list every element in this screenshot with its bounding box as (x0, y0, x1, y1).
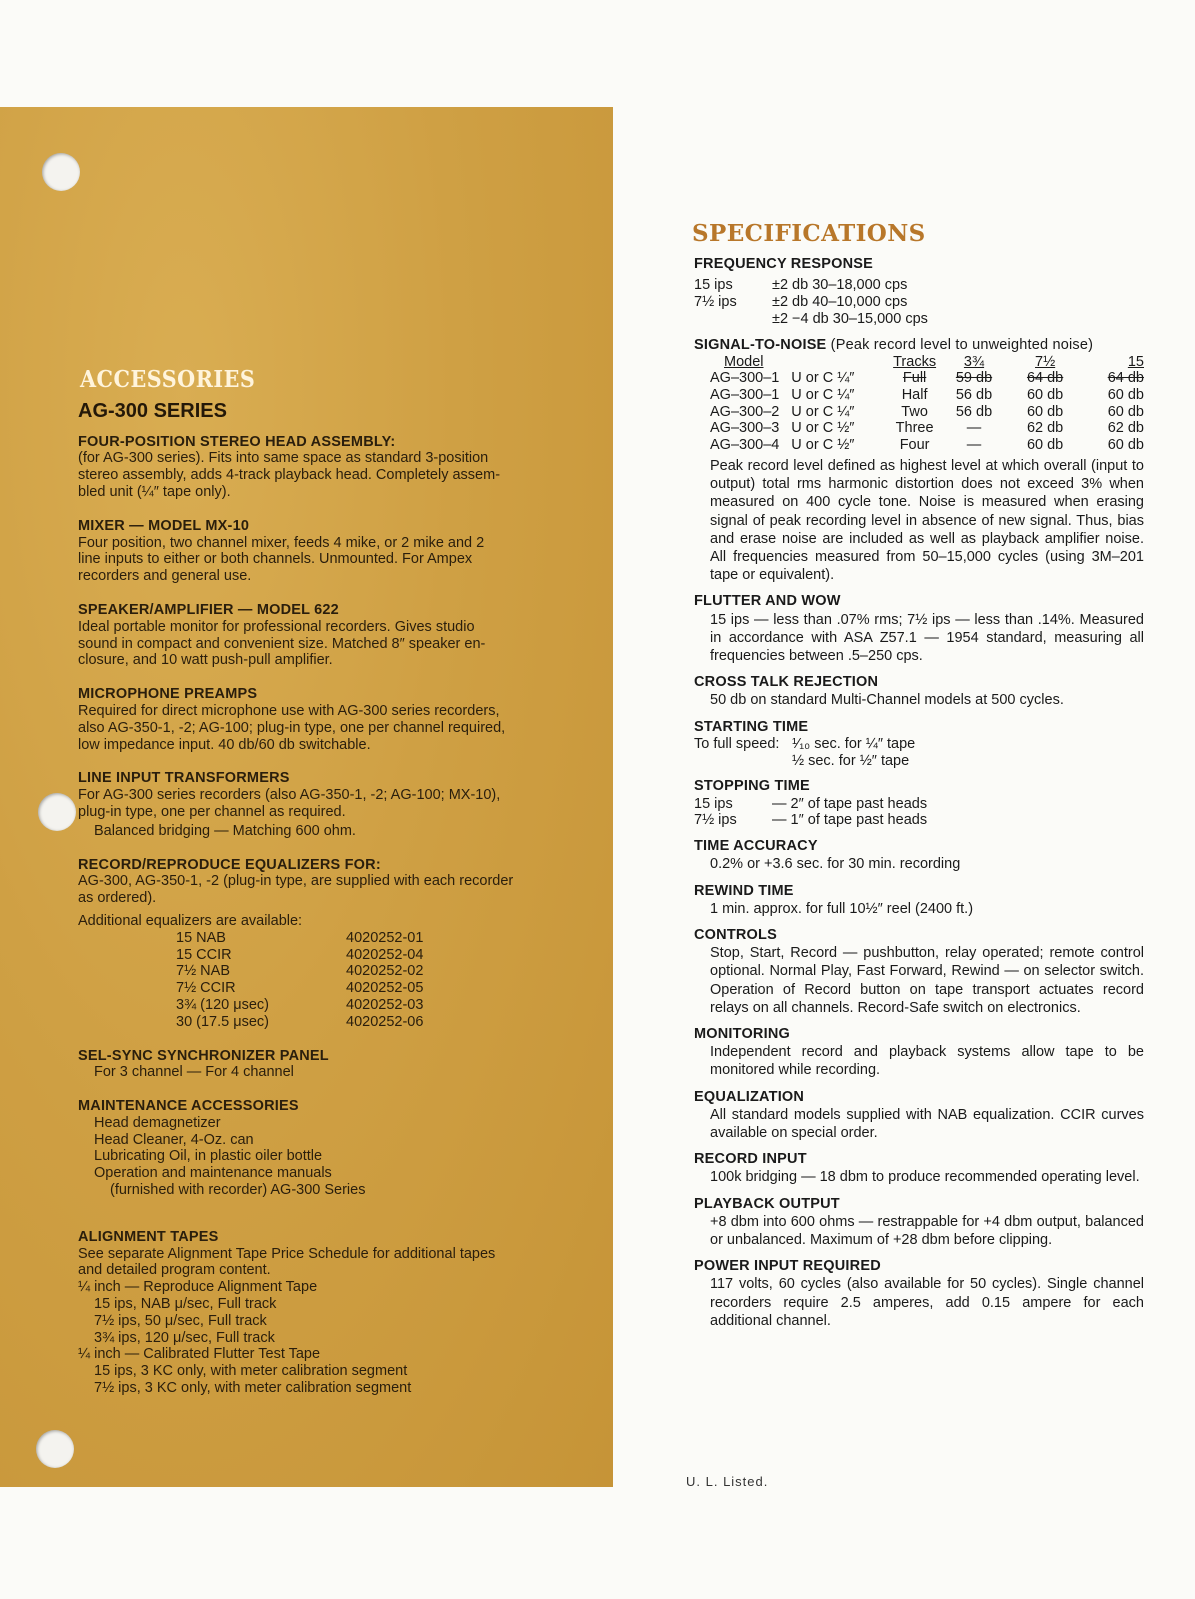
table-row (176, 980, 423, 997)
selsync-block (78, 1048, 528, 1082)
text-line: low impedance input. 40 db/60 db switchable. (78, 736, 371, 753)
binder-hole (42, 153, 80, 191)
tracks-cell: Full (902, 370, 927, 386)
text-line: line inputs to either or both channels. Unmounted. For Ampex (78, 551, 473, 568)
equalizers-heading: RECORD/REPRODUCE EQUALIZERS FOR: (78, 856, 381, 873)
preamps-heading: MICROPHONE PREAMPS (78, 686, 258, 703)
crosstalk-heading: CROSS TALK REJECTION (694, 674, 879, 691)
value-cell: 64 db (1107, 370, 1144, 386)
text-line: Required for direct microphone use with AG-300 series recorders, (78, 702, 500, 719)
value-cell: — 1″ of tape past heads (772, 812, 928, 829)
rewind-heading: REWIND TIME (694, 882, 794, 899)
value-cell: ½ sec. for ½″ tape (792, 752, 910, 769)
speaker-heading: SPEAKER/AMPLIFIER — MODEL 622 (78, 601, 339, 618)
value-cell: ¹⁄₁₀ sec. for ¼″ tape (792, 735, 916, 752)
sn-note: (Peak record level to unweighted noise) (830, 336, 1094, 353)
model-cell: AG–300–1 (710, 386, 780, 403)
speed-cell: 7½ ips (694, 294, 737, 311)
maintenance-heading: MAINTENANCE ACCESSORIES (78, 1098, 299, 1115)
text-line: and detailed program content. (78, 1262, 271, 1279)
text-line: (for AG-300 series). Fits into same space as standard 3-position (78, 450, 489, 467)
stopping-table (694, 796, 927, 830)
sn-heading (694, 336, 1144, 354)
playback-output-text: +8 dbm into 600 ohms — restrappable for +4 dbm output, balanced or unbalanced. Maximum of +28 dbm before clipping. (710, 1213, 1144, 1249)
eq-part: 4020252-06 (346, 1013, 424, 1030)
text-line: For AG-300 series recorders (also AG-350-1, -2; AG-100; MX-10), (78, 787, 501, 804)
eq-part: 4020252-04 (346, 946, 424, 963)
starting-table (694, 736, 915, 770)
list-item: 15 ips, 3 KC only, with meter calibration segment (94, 1363, 408, 1380)
accessories-title: ACCESSORIES (80, 366, 256, 393)
value-cell: 56 db (955, 403, 993, 420)
tracks-cell: Two (901, 403, 928, 420)
transformers-block (78, 770, 528, 839)
text-line: Additional equalizers are available: (78, 912, 303, 929)
list-item: 15 ips, NAB μ/sec, Full track (94, 1296, 277, 1313)
power-heading: POWER INPUT REQUIRED (694, 1258, 881, 1275)
transformers-heading: LINE INPUT TRANSFORMERS (78, 770, 290, 787)
freq-table (694, 277, 928, 327)
table-row (710, 404, 1144, 421)
equalization-heading: EQUALIZATION (694, 1088, 805, 1105)
table-row (694, 277, 928, 294)
playback-output-heading: PLAYBACK OUTPUT (694, 1195, 840, 1212)
series-heading: AG-300 SERIES (78, 399, 227, 422)
eq-part: 4020252-03 (346, 996, 424, 1013)
accuracy-heading: TIME ACCURACY (694, 838, 818, 855)
table-row (694, 753, 915, 770)
equalizers-block (78, 857, 528, 1031)
text-line: as ordered). (78, 890, 157, 907)
model-cell: AG–300–2 (710, 403, 780, 420)
alignment-block (78, 1229, 528, 1397)
col-header: 15 (1127, 354, 1144, 370)
accessories-section (78, 366, 528, 1414)
text-line: plug-in type, one per channel as required. (78, 803, 346, 820)
text-line: For 3 channel — For 4 channel (94, 1064, 294, 1081)
table-row (710, 420, 1144, 437)
flutter-heading: FLUTTER AND WOW (694, 593, 841, 610)
tape-cell: U or C ¼″ (791, 403, 855, 420)
monitoring-text: Independent record and playback systems allow tape to be monitored while recording. (710, 1044, 1144, 1079)
eq-part: 4020252-02 (346, 963, 424, 980)
value-cell: — (966, 420, 982, 437)
table-row (176, 947, 423, 964)
list-item: 7½ ips, 3 KC only, with meter calibration segment (94, 1380, 412, 1397)
controls-text: Stop, Start, Record — pushbutton, relay operated; remote control optional. Normal Play, Fast Forward, Rewind — on selector switch. Operation of Record button on tape transport actuates record relays on all channels. Record-Safe switch on electronics. (710, 945, 1144, 1016)
value-cell: ±2 −4 db 30–15,000 cps (772, 311, 928, 327)
eq-name: 3¾ (120 μsec) (176, 996, 269, 1013)
text-line: ¼ inch — Reproduce Alignment Tape (78, 1279, 318, 1296)
mixer-heading: MIXER — MODEL MX-10 (78, 517, 250, 534)
power-text: 117 volts, 60 cycles (also available for 50 cycles). Single channel recorders require 2.5 amperes, add 0.15 ampere for each additional channel. (710, 1276, 1144, 1329)
value-cell: 60 db (1107, 386, 1144, 403)
flutter-text: 15 ips — less than .07% rms; 7½ ips — less than .14%. Measured in accordance with ASA Z57.1 — 1954 standard, measuring all frequencies between .5–250 cps. (710, 611, 1144, 665)
crosstalk-text: 50 db on standard Multi-Channel models at 500 cycles. (710, 692, 1064, 709)
value-cell: 60 db (1026, 386, 1064, 403)
mixer-block (78, 518, 528, 585)
table-row (694, 812, 927, 829)
head-assembly-heading: FOUR-POSITION STEREO HEAD ASSEMBLY: (78, 433, 396, 450)
tape-cell: U or C ½″ (791, 420, 855, 437)
binder-hole (38, 793, 76, 831)
value-cell: 60 db (1026, 437, 1064, 454)
value-cell: 64 db (1026, 370, 1064, 386)
value-cell: ±2 db 30–18,000 cps (772, 277, 908, 294)
list-item: 7½ ips, 50 μ/sec, Full track (94, 1312, 267, 1329)
list-item: Operation and maintenance manuals (94, 1165, 332, 1182)
eq-name: 7½ NAB (176, 963, 230, 980)
speed-cell: 7½ ips (694, 812, 737, 829)
value-cell: 60 db (1107, 403, 1144, 420)
table-row (176, 1014, 423, 1031)
speed-cell: 15 ips (694, 277, 733, 294)
text-line: bled unit (¼″ tape only). (78, 483, 231, 500)
table-header-row (710, 354, 1144, 370)
table-row (710, 437, 1144, 454)
accuracy-text: 0.2% or +3.6 sec. for 30 min. recording (710, 856, 961, 873)
tape-cell: U or C ¼″ (791, 370, 855, 386)
speed-cell (694, 311, 772, 328)
tracks-cell: Three (895, 420, 934, 437)
eq-name: 15 NAB (176, 929, 226, 946)
table-row (710, 370, 1144, 387)
col-header: Tracks (893, 354, 937, 370)
model-cell: AG–300–3 (710, 420, 780, 437)
head-assembly-block (78, 434, 528, 501)
text-line: stereo assembly, adds 4-track playback head. Completely assem- (78, 467, 501, 484)
col-header: 7½ (1035, 354, 1056, 370)
specifications-section (692, 220, 1144, 1330)
selsync-heading: SEL-SYNC SYNCHRONIZER PANEL (78, 1047, 329, 1064)
speaker-block (78, 602, 528, 669)
value-cell: — 2″ of tape past heads (772, 795, 928, 812)
tracks-cell: Four (899, 437, 930, 454)
eq-name: 15 CCIR (176, 946, 232, 963)
rewind-text: 1 min. approx. for full 10½″ reel (2400 ft.) (710, 900, 974, 917)
table-row (710, 387, 1144, 404)
list-item: (furnished with recorder) AG-300 Series (110, 1182, 366, 1199)
tape-cell: U or C ½″ (791, 437, 855, 454)
value-cell: — (966, 437, 982, 454)
preamps-block (78, 686, 528, 753)
list-item: Head Cleaner, 4-Oz. can (94, 1131, 254, 1148)
text-line: See separate Alignment Tape Price Schedule for additional tapes (78, 1245, 496, 1262)
text-line: ¼ inch — Calibrated Flutter Test Tape (78, 1346, 321, 1363)
binder-hole (36, 1430, 74, 1468)
speed-cell: 15 ips (694, 795, 733, 812)
eq-name: 30 (17.5 μsec) (176, 1013, 269, 1030)
text-line: recorders and general use. (78, 568, 252, 585)
value-cell: 59 db (955, 370, 993, 386)
eq-part: 4020252-05 (346, 980, 424, 997)
model-cell: AG–300–1 (710, 370, 780, 386)
col-header: Model (724, 354, 764, 370)
model-cell: AG–300–4 (710, 437, 780, 454)
signal-to-noise-table (710, 354, 1144, 454)
ul-listed-note: U. L. Listed. (686, 1474, 769, 1489)
text-line: Balanced bridging — Matching 600 ohm. (94, 822, 356, 839)
controls-heading: CONTROLS (694, 927, 777, 944)
tracks-cell: Half (901, 386, 928, 403)
list-item: Lubricating Oil, in plastic oiler bottle (94, 1148, 323, 1165)
text-line: Ideal portable monitor for professional recorders. Gives studio (78, 618, 475, 635)
freq-heading: FREQUENCY RESPONSE (694, 256, 873, 273)
value-cell: 60 db (1107, 437, 1144, 454)
stopping-heading: STOPPING TIME (694, 778, 810, 795)
starting-heading: STARTING TIME (694, 718, 809, 735)
sn-description: Peak record level defined as highest level at which overall (input to output) total rms harmonic distortion does not exceed 3% when measured on 400 cycle tone. Noise is measured when erasing signal of peak recording level in absence of new signal. Thus, bias and erase noise are included as well as playback amplifier noise. All frequencies measured from 50–15,000 cycles (using 3M–201 tape or equivalent). (710, 457, 1144, 584)
table-row (694, 294, 928, 311)
table-row (694, 736, 915, 753)
value-cell: 60 db (1026, 403, 1064, 420)
equalizer-table (176, 930, 423, 1031)
col-header: 3¾ (963, 354, 985, 370)
monitoring-heading: MONITORING (694, 1026, 790, 1043)
sn-heading-label: SIGNAL-TO-NOISE (694, 336, 827, 353)
value-cell: 62 db (1107, 420, 1144, 437)
value-cell: 56 db (955, 386, 993, 403)
text-line: also AG-350-1, -2; AG-100; plug-in type, one per channel required, (78, 719, 506, 736)
text-line: AG-300, AG-350-1, -2 (plug-in type, are supplied with each recorder (78, 873, 514, 890)
value-cell: 62 db (1026, 420, 1064, 437)
eq-part: 4020252-01 (346, 929, 424, 946)
table-row (176, 963, 423, 980)
table-row (694, 796, 927, 813)
text-line: closure, and 10 watt push-pull amplifier. (78, 652, 333, 669)
alignment-heading: ALIGNMENT TAPES (78, 1228, 219, 1245)
text-line: sound in compact and convenient size. Matched 8″ speaker en- (78, 635, 486, 652)
specifications-title: SPECIFICATIONS (692, 220, 926, 247)
table-row (176, 930, 423, 947)
list-item: Head demagnetizer (94, 1114, 221, 1131)
label-cell: To full speed: (694, 735, 780, 752)
maintenance-block (78, 1098, 528, 1199)
table-row (694, 311, 928, 328)
table-row (176, 997, 423, 1014)
equalization-text: All standard models supplied with NAB equalization. CCIR curves available on special order. (710, 1106, 1144, 1142)
record-input-heading: RECORD INPUT (694, 1151, 807, 1168)
list-item: 3¾ ips, 120 μ/sec, Full track (94, 1329, 275, 1346)
eq-name: 7½ CCIR (176, 980, 236, 997)
text-line: Four position, two channel mixer, feeds 4 mike, or 2 mike and 2 (78, 534, 485, 551)
tape-cell: U or C ¼″ (791, 386, 855, 403)
value-cell: ±2 db 40–10,000 cps (772, 294, 908, 311)
record-input-text: 100k bridging — 18 dbm to produce recommended operating level. (710, 1169, 1140, 1186)
